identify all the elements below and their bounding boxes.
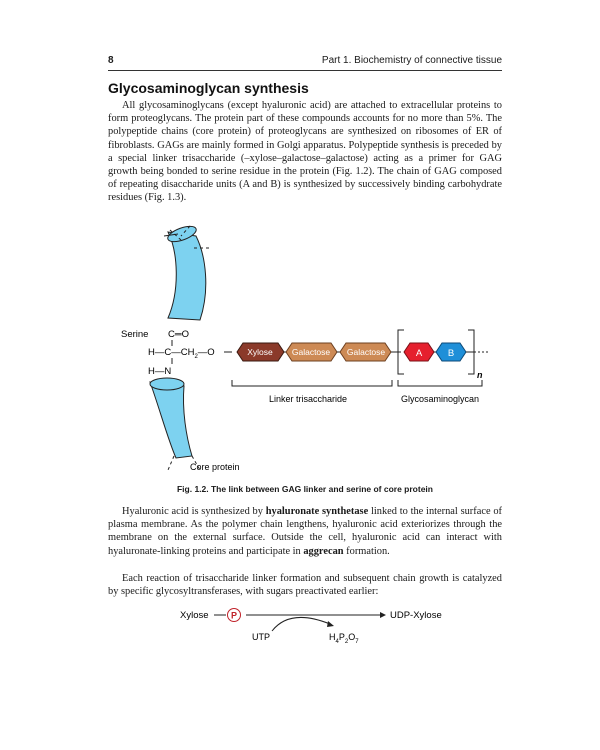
unit-b-hexagon <box>436 343 466 361</box>
cofactor-arc <box>272 617 330 631</box>
serine-backbone: $H—C—CH_2—O$ <box>148 347 215 360</box>
carbonyl-group: C═O <box>168 329 189 340</box>
reaction-cofactor: UTP <box>252 632 270 642</box>
repeat-count: n <box>477 370 483 380</box>
xylose-hexagon <box>237 343 284 361</box>
unit-a-label: A <box>415 348 423 359</box>
core-protein-label: Core protein <box>190 462 240 472</box>
term-hyaluronate-synthetase: hyaluronate synthetase <box>265 506 369 517</box>
figure-caption: Fig. 1.2. The link between GAG linker and serine of core protein <box>176 484 433 494</box>
unit-a-hexagon <box>404 343 434 361</box>
para2-text-1: Hyaluronic acid is synthesized by <box>122 506 266 517</box>
paragraph-intro-text: All glycosaminoglycans (except hyaluronic acid) are attached to extracellular proteins to form proteoglycans. The protein part of these compounds accounts for no more than 5%. The polypeptide chains (core protein) of proteoglycans are synthesized on ribosomes of ER of fibroblasts. GAGs are mainly formed in Golgi apparatus. Polypeptide synthesis is preceded by a special linker trisaccharide (–xylose–galactose–galactose) acting as a primer for GAG growth being bonded to serine residue in the protein (Fig. 1.2). The chain of GAG composed of repeating disaccharide units (A and B) is synthesized by successively binding carbohydrate residues (Fig. 1.3). <box>108 100 502 204</box>
xylose-label: Xylose <box>247 347 273 357</box>
gag-bracket <box>398 380 482 386</box>
term-aggrecan: aggrecan <box>303 545 344 557</box>
para2-text-3: formation. <box>343 545 390 557</box>
para2-text-2: linked to the internal surface of plasma membrane. As the polymer chain lengthens, hyaluronic acid exteriorizes through the membrane on the external surface. Outside the cell, hyaluronic acid can interact with hyaluronate-linking proteins and participate in <box>108 506 502 557</box>
reaction-product: UDP-Xylose <box>390 610 442 621</box>
galactose-hexagon-1 <box>286 343 337 361</box>
unit-b-label: B <box>447 348 455 359</box>
galactose-label-2: Galactose <box>346 347 386 357</box>
paragraph-hyaluronic <box>108 505 502 558</box>
core-protein-upper <box>164 223 210 320</box>
linker-bracket <box>232 380 392 386</box>
section-title: Glycosaminoglycan synthesis <box>108 80 309 96</box>
galactose-hexagon-2 <box>340 343 391 361</box>
core-protein-lower <box>150 378 200 470</box>
reaction-byproduct: $H_4P_2O_7$ <box>329 632 359 645</box>
running-title: Part 1. Biochemistry of connective tissue <box>321 55 502 66</box>
gag-label: Glycosaminoglycan <box>400 394 480 404</box>
page-number: 8 <box>108 55 114 66</box>
paragraph-glycosyltransferases <box>108 572 502 598</box>
reaction-scheme <box>180 609 442 646</box>
galactose-label-1: Galactose <box>291 347 331 357</box>
phosphate-label: P <box>230 610 238 621</box>
para3-text: Each reaction of trisaccharide linker formation and subsequent chain growth is catalyzed by specific glycosyltransferases, with sugars preactivated earlier: <box>108 573 502 598</box>
serine-label: Serine <box>121 329 149 340</box>
arc-head <box>327 621 334 627</box>
linker-label: Linker trisaccharide <box>268 394 348 404</box>
reaction-substrate: Xylose <box>180 610 209 621</box>
arrow-head <box>380 612 386 618</box>
amine-group: H—N <box>148 366 172 377</box>
